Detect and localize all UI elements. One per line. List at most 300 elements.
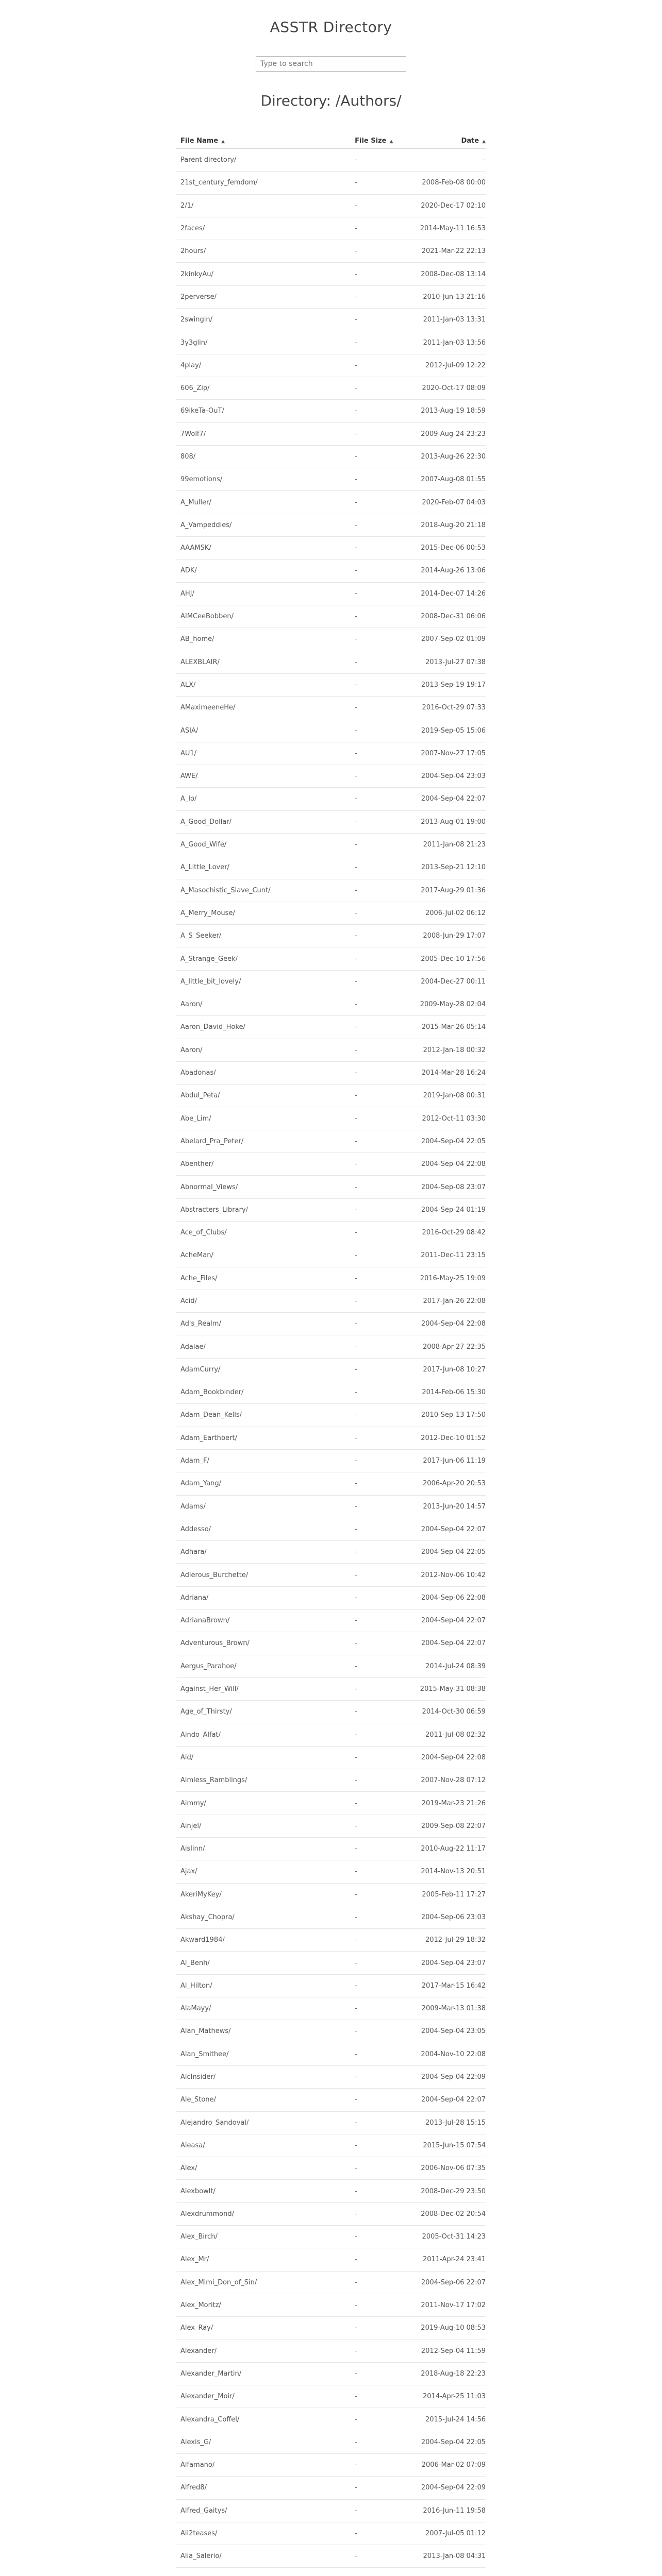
directory-link[interactable]: Age_of_Thirsty/ bbox=[180, 1708, 232, 1716]
file-name-cell bbox=[176, 1107, 334, 1130]
table-row bbox=[176, 400, 486, 422]
file-size-cell: - bbox=[334, 1541, 416, 1564]
file-name-cell bbox=[176, 2020, 334, 2043]
date-cell: 2013-Aug-19 18:59 bbox=[416, 400, 486, 422]
directory-link[interactable]: Ajax/ bbox=[180, 1868, 197, 1876]
file-size-cell: - bbox=[334, 742, 416, 765]
file-size-cell: - bbox=[334, 993, 416, 1015]
file-size-cell: - bbox=[334, 354, 416, 377]
directory-link[interactable]: 99emotions/ bbox=[180, 476, 223, 484]
table-row bbox=[176, 1564, 486, 1586]
directory-link[interactable]: AAAMSK/ bbox=[180, 544, 211, 552]
table-row bbox=[176, 1153, 486, 1176]
file-name-cell bbox=[176, 240, 334, 263]
file-size-cell: - bbox=[334, 1335, 416, 1358]
date-cell: 2010-Sep-13 17:50 bbox=[416, 1404, 486, 1427]
directory-link[interactable]: Adam_Dean_Kells/ bbox=[180, 1411, 242, 1419]
file-size-cell: - bbox=[334, 1564, 416, 1586]
table-row bbox=[176, 217, 486, 240]
table-row bbox=[176, 2477, 486, 2499]
directory-link[interactable]: A_Good_Dollar/ bbox=[180, 818, 232, 826]
file-size-cell: - bbox=[334, 331, 416, 354]
directory-link[interactable]: AkeriMyKey/ bbox=[180, 1890, 222, 1899]
file-size-cell: - bbox=[334, 1244, 416, 1267]
file-size-cell: - bbox=[334, 2248, 416, 2271]
directory-link[interactable]: Adventurous_Brown/ bbox=[180, 1639, 250, 1648]
directory-link[interactable]: Alfamano/ bbox=[180, 2461, 215, 2469]
file-name-cell bbox=[176, 1039, 334, 1061]
date-cell bbox=[416, 2568, 486, 2576]
column-header-file-name-label: File Name bbox=[180, 137, 219, 145]
directory-link[interactable]: 4play/ bbox=[180, 361, 202, 369]
date-cell: 2013-Jun-20 14:57 bbox=[416, 1495, 486, 1518]
directory-link[interactable]: Aergus_Parahoe/ bbox=[180, 1662, 237, 1670]
date-cell: 2016-Jun-11 19:58 bbox=[416, 2499, 486, 2522]
file-name-cell bbox=[176, 537, 334, 560]
table-row bbox=[176, 2202, 486, 2225]
date-cell: 2016-Oct-29 07:33 bbox=[416, 697, 486, 719]
table-row bbox=[176, 2431, 486, 2453]
date-cell: 2012-Jul-29 18:32 bbox=[416, 1929, 486, 1952]
table-row bbox=[176, 1221, 486, 1244]
directory-link[interactable]: Ale_Stone/ bbox=[180, 2096, 216, 2104]
directory-link[interactable]: Abenther/ bbox=[180, 1160, 214, 1168]
date-cell: 2004-Sep-06 23:03 bbox=[416, 1906, 486, 1928]
date-cell: 2019-Mar-23 21:26 bbox=[416, 1792, 486, 1815]
file-size-cell: - bbox=[334, 1723, 416, 1746]
table-row bbox=[176, 1061, 486, 1084]
file-name-cell bbox=[176, 1084, 334, 1107]
file-size-cell: - bbox=[334, 1039, 416, 1061]
file-size-cell: - bbox=[334, 2522, 416, 2545]
sort-arrow-icon: ▲ bbox=[221, 139, 225, 144]
directory-link[interactable]: Abstracters_Library/ bbox=[180, 1206, 249, 1214]
file-name-cell bbox=[176, 1906, 334, 1928]
file-size-cell: - bbox=[334, 2020, 416, 2043]
directory-link[interactable]: Alan_Smithee/ bbox=[180, 2050, 229, 2058]
date-cell: 2010-Jun-13 21:16 bbox=[416, 285, 486, 308]
directory-link[interactable]: AWE/ bbox=[180, 772, 198, 781]
directory-link[interactable]: 3y3glin/ bbox=[180, 338, 208, 347]
date-cell: 2012-Jan-18 00:32 bbox=[416, 1039, 486, 1061]
date-cell: 2013-Sep-19 19:17 bbox=[416, 673, 486, 696]
file-name-cell bbox=[176, 810, 334, 833]
file-size-cell: - bbox=[334, 1472, 416, 1495]
date-cell: 2014-May-11 16:53 bbox=[416, 217, 486, 240]
directory-link[interactable]: Addesso/ bbox=[180, 1525, 211, 1533]
date-cell: 2005-Oct-31 14:23 bbox=[416, 2226, 486, 2248]
directory-link[interactable]: Al_Hilton/ bbox=[180, 1981, 212, 1990]
table-row bbox=[176, 1313, 486, 1335]
site-title: ASSTR Directory bbox=[270, 19, 392, 36]
file-size-cell: - bbox=[334, 673, 416, 696]
table-row bbox=[176, 719, 486, 742]
directory-link[interactable]: Aindo_Alfat/ bbox=[180, 1731, 221, 1739]
file-name-cell bbox=[176, 1449, 334, 1472]
date-cell: 2014-Aug-26 13:06 bbox=[416, 560, 486, 582]
file-name-cell bbox=[176, 925, 334, 947]
directory-link[interactable]: Aaron_David_Hoke/ bbox=[180, 1023, 245, 1031]
table-row bbox=[176, 172, 486, 194]
table-row bbox=[176, 2020, 486, 2043]
date-cell: 2020-Oct-17 08:09 bbox=[416, 377, 486, 399]
parent-directory-row bbox=[176, 148, 486, 172]
table-row bbox=[176, 2545, 486, 2568]
directory-link[interactable]: AlcInsider/ bbox=[180, 2073, 216, 2081]
directory-link[interactable]: Alexandra_Coffel/ bbox=[180, 2415, 240, 2424]
directory-link[interactable]: AB_home/ bbox=[180, 635, 214, 643]
file-size-cell: - bbox=[334, 1290, 416, 1312]
directory-link[interactable]: Alfred_Gaitys/ bbox=[180, 2506, 227, 2515]
file-size-cell: - bbox=[334, 833, 416, 856]
file-size-cell: - bbox=[334, 2202, 416, 2225]
directory-link[interactable]: Adam_Earthbert/ bbox=[180, 1434, 237, 1442]
date-cell: 2008-Feb-08 00:00 bbox=[416, 172, 486, 194]
date-cell: 2004-Sep-04 23:03 bbox=[416, 765, 486, 788]
file-size-cell: - bbox=[334, 856, 416, 879]
directory-link[interactable]: Adams/ bbox=[180, 1502, 206, 1511]
file-name-cell bbox=[176, 1974, 334, 1997]
table-row bbox=[176, 2499, 486, 2522]
date-cell: 2010-Aug-22 11:17 bbox=[416, 1837, 486, 1860]
file-size-cell: - bbox=[334, 2408, 416, 2431]
search-input[interactable] bbox=[256, 56, 406, 72]
directory-link[interactable]: Alan_Mathews/ bbox=[180, 2027, 231, 2036]
directory-link[interactable]: Abelard_Pra_Peter/ bbox=[180, 1137, 244, 1145]
table-row bbox=[176, 468, 486, 491]
directory-link[interactable]: A_Strange_Geek/ bbox=[180, 955, 238, 963]
table-row bbox=[176, 377, 486, 399]
file-name-cell bbox=[176, 172, 334, 194]
table-row bbox=[176, 833, 486, 856]
directory-link[interactable]: 2faces/ bbox=[180, 225, 205, 233]
file-size-cell: - bbox=[334, 1655, 416, 1677]
date-cell: 2004-Sep-04 22:08 bbox=[416, 1313, 486, 1335]
file-name-cell bbox=[176, 902, 334, 924]
date-cell: 2015-Dec-06 00:53 bbox=[416, 537, 486, 560]
file-name-cell bbox=[176, 400, 334, 422]
directory-link[interactable]: Alexis_G/ bbox=[180, 2438, 211, 2446]
directory-link[interactable]: Aimmy/ bbox=[180, 1799, 206, 1807]
directory-link[interactable]: A_Merry_Mouse/ bbox=[180, 909, 235, 917]
file-size-cell: - bbox=[334, 1313, 416, 1335]
column-header-file-size[interactable] bbox=[334, 134, 416, 148]
directory-link[interactable]: AMaximeeneHe/ bbox=[180, 704, 236, 712]
directory-link[interactable]: A_little_bit_lovely/ bbox=[180, 977, 241, 986]
directory-link[interactable]: 2hours/ bbox=[180, 247, 206, 256]
date-cell: 2006-Nov-06 07:35 bbox=[416, 2157, 486, 2180]
directory-link[interactable]: A_Muller/ bbox=[180, 498, 211, 506]
file-size-cell: - bbox=[334, 309, 416, 331]
file-name-cell bbox=[176, 2499, 334, 2522]
directory-link[interactable]: Ali2teases/ bbox=[180, 2530, 218, 2538]
file-listing-table bbox=[176, 134, 486, 2576]
table-row bbox=[176, 651, 486, 673]
table-row bbox=[176, 1404, 486, 1427]
file-size-cell: - bbox=[334, 1746, 416, 1769]
table-row bbox=[176, 1655, 486, 1677]
directory-link[interactable]: Adam_F/ bbox=[180, 1457, 209, 1465]
table-row bbox=[176, 2362, 486, 2385]
file-name-cell bbox=[176, 1655, 334, 1677]
table-row bbox=[176, 1541, 486, 1564]
table-row bbox=[176, 856, 486, 879]
directory-link[interactable]: AlaMayy/ bbox=[180, 2005, 211, 2013]
directory-link[interactable]: Ache_Files/ bbox=[180, 1274, 218, 1282]
directory-link[interactable]: Aislinn/ bbox=[180, 1845, 205, 1853]
directory-link[interactable]: ALEXBLAIR/ bbox=[180, 658, 220, 666]
file-size-cell: - bbox=[334, 422, 416, 445]
sort-arrow-icon: ▲ bbox=[482, 139, 486, 144]
directory-link[interactable]: Aimless_Ramblings/ bbox=[180, 1776, 247, 1785]
table-row bbox=[176, 2453, 486, 2476]
date-cell: 2012-Jul-09 12:22 bbox=[416, 354, 486, 377]
directory-link[interactable]: Adam_Yang/ bbox=[180, 1480, 222, 1488]
date-cell: 2012-Nov-06 10:42 bbox=[416, 1564, 486, 1586]
file-size-cell: - bbox=[334, 2180, 416, 2202]
table-row bbox=[176, 1906, 486, 1928]
table-row bbox=[176, 194, 486, 217]
file-size-cell: - bbox=[334, 1586, 416, 1609]
file-name-cell bbox=[176, 217, 334, 240]
table-row bbox=[176, 605, 486, 628]
directory-link[interactable]: Akshay_Chopra/ bbox=[180, 1913, 235, 1921]
directory-link[interactable]: Acid/ bbox=[180, 1297, 197, 1305]
directory-link[interactable]: Adhara/ bbox=[180, 1548, 207, 1556]
file-name-cell bbox=[176, 2043, 334, 2065]
date-cell: 2020-Dec-17 02:10 bbox=[416, 194, 486, 217]
column-header-date[interactable] bbox=[416, 134, 486, 148]
directory-link[interactable]: 2perverse/ bbox=[180, 293, 217, 301]
file-name-cell bbox=[176, 970, 334, 993]
date-cell: 2012-Oct-11 03:30 bbox=[416, 1107, 486, 1130]
directory-link[interactable]: Alexander_Martin/ bbox=[180, 2369, 242, 2378]
directory-link[interactable]: A_Little_Lover/ bbox=[180, 863, 229, 872]
directory-link[interactable]: ALX/ bbox=[180, 681, 196, 689]
directory-link[interactable]: Alfred8/ bbox=[180, 2484, 207, 2492]
file-size-cell: - bbox=[334, 1358, 416, 1381]
file-name-cell bbox=[176, 445, 334, 468]
directory-link[interactable]: Alex/ bbox=[180, 2164, 197, 2173]
date-cell: 2004-Sep-04 22:07 bbox=[416, 1518, 486, 1540]
directory-link[interactable]: 606_Zip/ bbox=[180, 384, 210, 393]
directory-link[interactable]: Aaron/ bbox=[180, 1046, 203, 1054]
directory-link[interactable]: Adriana/ bbox=[180, 1594, 209, 1602]
file-size-cell: - bbox=[334, 2477, 416, 2499]
directory-link[interactable]: 2/1/ bbox=[180, 201, 194, 210]
directory-link[interactable]: A_S_Seeker/ bbox=[180, 932, 222, 940]
directory-link[interactable]: Alex_Ray/ bbox=[180, 2324, 213, 2332]
file-name-cell bbox=[176, 1952, 334, 1974]
directory-link[interactable]: Alex_Mr/ bbox=[180, 2256, 209, 2264]
directory-link[interactable]: Abnormal_Views/ bbox=[180, 1183, 238, 1191]
table-row bbox=[176, 514, 486, 536]
directory-link[interactable]: AdamCurry/ bbox=[180, 1365, 221, 1374]
table-row bbox=[176, 1016, 486, 1039]
directory-link[interactable]: AU1/ bbox=[180, 749, 197, 757]
directory-link[interactable]: Ad's_Realm/ bbox=[180, 1320, 221, 1328]
date-cell: 2004-Sep-04 22:09 bbox=[416, 2477, 486, 2499]
table-row bbox=[176, 1358, 486, 1381]
file-name-cell bbox=[176, 1701, 334, 1723]
file-size-cell: - bbox=[334, 514, 416, 536]
file-name-cell bbox=[176, 1541, 334, 1564]
directory-link[interactable]: Alejandro_Sandoval/ bbox=[180, 2119, 249, 2127]
table-row bbox=[176, 309, 486, 331]
file-name-cell bbox=[176, 1609, 334, 1632]
directory-link[interactable]: Alex_Moritz/ bbox=[180, 2301, 221, 2310]
directory-link[interactable]: AIMCeeBobben/ bbox=[180, 613, 234, 621]
file-size-cell bbox=[334, 2568, 416, 2576]
directory-link[interactable]: Adalae/ bbox=[180, 1343, 206, 1351]
directory-link[interactable]: 2kinkyAu/ bbox=[180, 270, 213, 278]
directory-link[interactable]: AHJ/ bbox=[180, 589, 194, 598]
date-cell: 2004-Sep-24 01:19 bbox=[416, 1198, 486, 1221]
file-size-cell: - bbox=[334, 765, 416, 788]
file-name-cell bbox=[176, 1153, 334, 1176]
file-size-cell: - bbox=[334, 1883, 416, 1906]
directory-link[interactable]: Alex_Birch/ bbox=[180, 2233, 218, 2241]
file-size-cell: - bbox=[334, 217, 416, 240]
date-cell: 2004-Sep-06 22:07 bbox=[416, 2271, 486, 2294]
date-cell: 2016-May-25 19:09 bbox=[416, 1267, 486, 1290]
table-row bbox=[176, 240, 486, 263]
file-name-cell bbox=[176, 194, 334, 217]
file-name-cell bbox=[176, 1815, 334, 1837]
directory-link[interactable]: Adlerous_Burchette/ bbox=[180, 1571, 249, 1579]
table-row bbox=[176, 970, 486, 993]
directory-link[interactable]: Abdul_Peta/ bbox=[180, 1092, 220, 1100]
directory-link[interactable]: A_Masochistic_Slave_Cunt/ bbox=[180, 886, 271, 894]
directory-link[interactable]: Aaron/ bbox=[180, 1001, 203, 1009]
directory-link[interactable]: 2swingin/ bbox=[180, 316, 213, 324]
date-cell: 2021-Mar-22 22:13 bbox=[416, 240, 486, 263]
date-cell: 2004-Nov-10 22:08 bbox=[416, 2043, 486, 2065]
file-size-cell: - bbox=[334, 1792, 416, 1815]
table-row bbox=[176, 1198, 486, 1221]
file-size-cell: - bbox=[334, 582, 416, 605]
file-name-cell bbox=[176, 514, 334, 536]
directory-link[interactable]: Against_Her_Will/ bbox=[180, 1685, 239, 1693]
file-name-cell bbox=[176, 719, 334, 742]
directory-link[interactable]: 7Wolf7/ bbox=[180, 430, 206, 438]
file-size-cell: - bbox=[334, 651, 416, 673]
date-cell: 2008-Dec-31 06:06 bbox=[416, 605, 486, 628]
directory-link[interactable]: Alexdrummond/ bbox=[180, 2210, 234, 2218]
file-size-cell: - bbox=[334, 240, 416, 263]
file-name-cell bbox=[176, 651, 334, 673]
table-row bbox=[176, 1677, 486, 1700]
file-size-cell: - bbox=[334, 2157, 416, 2180]
directory-link[interactable]: Akward1984/ bbox=[180, 1936, 225, 1944]
directory-link[interactable]: ADK/ bbox=[180, 567, 197, 575]
file-size-cell: - bbox=[334, 2453, 416, 2476]
directory-link[interactable]: A_lo/ bbox=[180, 795, 197, 803]
directory-link[interactable]: ASIA/ bbox=[180, 726, 198, 735]
file-size-cell: - bbox=[334, 400, 416, 422]
directory-link[interactable]: Alexbowlt/ bbox=[180, 2187, 216, 2195]
file-size-cell: - bbox=[334, 2385, 416, 2408]
directory-link[interactable]: Ace_of_Clubs/ bbox=[180, 1229, 227, 1237]
parent-directory-link[interactable]: Parent directory/ bbox=[180, 156, 237, 164]
file-size-cell: - bbox=[334, 1221, 416, 1244]
table-row bbox=[176, 628, 486, 651]
directory-link[interactable]: Alex_Mimi_Don_of_Sin/ bbox=[180, 2278, 257, 2286]
table-row bbox=[176, 1495, 486, 1518]
table-row bbox=[176, 354, 486, 377]
file-size-cell: - bbox=[334, 560, 416, 582]
file-name-cell bbox=[176, 1130, 334, 1153]
table-row bbox=[176, 537, 486, 560]
file-name-cell bbox=[176, 788, 334, 810]
file-name-cell bbox=[176, 1837, 334, 1860]
directory-link[interactable]: Al_Benh/ bbox=[180, 1959, 210, 1967]
table-row bbox=[176, 285, 486, 308]
file-size-cell: - bbox=[334, 902, 416, 924]
table-row bbox=[176, 263, 486, 285]
file-name-cell bbox=[176, 1769, 334, 1792]
date-cell: 2017-Jun-06 11:19 bbox=[416, 1449, 486, 1472]
file-size-cell: - bbox=[334, 1427, 416, 1449]
table-row bbox=[176, 1769, 486, 1792]
directory-link[interactable]: AcheMan/ bbox=[180, 1251, 213, 1260]
directory-link[interactable]: Aleasa/ bbox=[180, 2141, 205, 2149]
file-name-cell bbox=[176, 354, 334, 377]
file-size-cell: - bbox=[334, 628, 416, 651]
file-name-cell bbox=[176, 2568, 334, 2576]
column-header-file-name[interactable] bbox=[176, 134, 334, 148]
table-row bbox=[176, 1860, 486, 1883]
directory-link[interactable]: Abadonas/ bbox=[180, 1069, 216, 1077]
date-cell: 2009-May-28 02:04 bbox=[416, 993, 486, 1015]
table-row bbox=[176, 925, 486, 947]
file-size-cell: - bbox=[334, 2089, 416, 2111]
date-cell: 2004-Sep-08 23:07 bbox=[416, 1176, 486, 1198]
directory-link[interactable]: Abe_Lim/ bbox=[180, 1114, 211, 1123]
file-name-cell bbox=[176, 582, 334, 605]
directory-link[interactable]: 21st_century_femdom/ bbox=[180, 179, 258, 187]
file-size-cell: - bbox=[334, 1769, 416, 1792]
file-size-cell: - bbox=[334, 2065, 416, 2088]
file-size-cell: - bbox=[334, 970, 416, 993]
file-name-cell bbox=[176, 2111, 334, 2134]
directory-link[interactable]: Ainjel/ bbox=[180, 1822, 202, 1830]
directory-link[interactable]: A_Good_Wife/ bbox=[180, 841, 227, 849]
directory-link[interactable]: Aid/ bbox=[180, 1753, 194, 1761]
file-size-cell: - bbox=[334, 947, 416, 970]
file-size-cell: - bbox=[334, 445, 416, 468]
directory-link[interactable]: 808/ bbox=[180, 453, 196, 461]
directory-link[interactable]: Adam_Bookbinder/ bbox=[180, 1388, 244, 1397]
table-row bbox=[176, 1176, 486, 1198]
directory-link[interactable]: 69ikeTa-OuT/ bbox=[180, 407, 224, 415]
file-name-cell bbox=[176, 742, 334, 765]
directory-link[interactable]: AdrianaBrown/ bbox=[180, 1617, 230, 1625]
directory-link[interactable]: A_Vampeddies/ bbox=[180, 521, 232, 529]
file-name-cell bbox=[176, 1313, 334, 1335]
directory-link[interactable]: Alexander_Moir/ bbox=[180, 2393, 235, 2401]
column-header-date-label: Date bbox=[461, 137, 479, 145]
file-name-cell bbox=[176, 856, 334, 879]
table-row bbox=[176, 1518, 486, 1540]
file-size-cell: - bbox=[334, 1176, 416, 1198]
file-size-cell: - bbox=[334, 1815, 416, 1837]
file-size-cell: - bbox=[334, 2545, 416, 2568]
table-row bbox=[176, 2568, 486, 2576]
directory-link[interactable]: Alia_Salerio/ bbox=[180, 2552, 222, 2561]
directory-link[interactable]: Alexander/ bbox=[180, 2347, 217, 2355]
date-cell: 2014-Jul-24 08:39 bbox=[416, 1655, 486, 1677]
